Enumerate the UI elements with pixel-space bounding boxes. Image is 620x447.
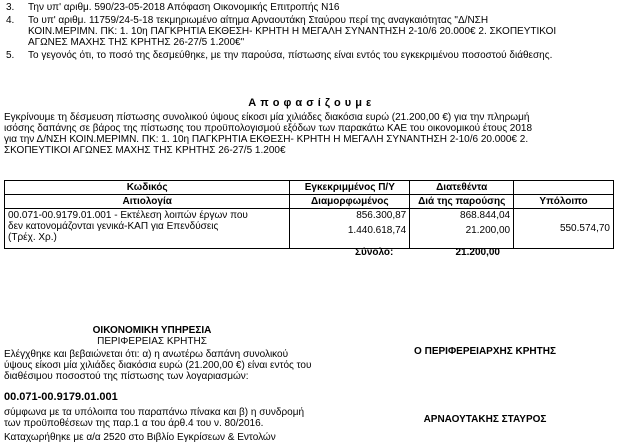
description-line: δεν κατονομάζονται γενικά-ΚΑΠ για Επενδύσεις — [8, 221, 219, 232]
finance-subtitle: ΠΕΡΙΦΕΡΕΙΑΣ ΚΡΗΤΗΣ — [97, 336, 207, 347]
total-value: 21.200,00 — [455, 247, 500, 258]
finance-line: των προϋποθέσεων της παρ.1 α του άρθ.4 του ν. 80/2016. — [4, 418, 264, 429]
row-budget — [290, 209, 410, 249]
list-number: 3. — [6, 2, 15, 13]
finance-title: ΟΙΚΟΝΟΜΙΚΗ ΥΠΗΡΕΣΙΑ — [92, 325, 212, 336]
list-item-3 — [6, 2, 340, 13]
finance-account-code: 00.071-00.9179.01.001 — [4, 391, 118, 403]
signature-role: Ο ΠΕΡΙΦΕΡΕΙΑΡΧΗΣ ΚΡΗΤΗΣ — [414, 346, 556, 357]
header-empty — [514, 181, 614, 195]
header-reason: Αιτιολογία — [5, 195, 290, 209]
remaining-value: 550.574,70 — [559, 223, 610, 234]
header-this-amount: Διά της παρούσης — [410, 195, 514, 209]
decision-heading: Α π ο φ α σ ί ζ ο υ μ ε — [248, 97, 372, 109]
list-number: 5. — [6, 50, 15, 61]
list-number: 4. — [6, 15, 15, 26]
table-header-row — [5, 181, 614, 195]
total-label: Σύνολο: — [355, 247, 394, 258]
header-code: Κωδικός — [5, 181, 290, 195]
finance-line: διαθέσιμου ποσοστού της πίστωσης των λογαριασμών: — [4, 371, 249, 382]
row-allocated — [410, 209, 514, 249]
decision-line: Εγκρίνουμε τη δέσμευση πίστωσης συνολικού ύψους είκοσι μία χιλιάδες διακόσια ευρώ (21.200,00 €) για την πληρωμή — [4, 112, 530, 123]
header-approved: Εγκεκριμμένος Π/Υ — [290, 181, 410, 195]
list-text-line: ΚΟΙΝ.ΜΕΡΙΜΝ. ΠΚ: 1. 10η ΠΑΓΚΡΗΤΙΑ ΕΚΘΕΣΗ- ΚΡΗΤΗ Η ΜΕΓΑΛΗ ΣΥΝΑΝΤΗΣΗ 2-10/6 20.000€ 2. ΣΚΟΠΕΥΤΙΚΟΙ — [28, 26, 557, 37]
approved-value: 856.300,87 — [356, 210, 407, 221]
allocated-value: 868.844,04 — [460, 210, 511, 221]
description-line: (Τρέχ. Χρ.) — [8, 232, 57, 243]
list-text-line: ΑΓΩΝΕΣ ΜΑΧΗΣ ΤΗΣ ΚΡΗΤΗΣ 26-27/5 1.200€" — [28, 37, 245, 48]
row-remaining — [514, 209, 614, 249]
table-header-row — [5, 195, 614, 209]
table-row — [5, 209, 614, 249]
this-amount-value: 21.200,00 — [465, 225, 511, 236]
list-text: Την υπ' αριθμ. 590/23-05-2018 Απόφαση Οικονομικής Επιτροπής Ν16 — [28, 2, 340, 13]
budget-table — [4, 180, 614, 249]
list-text-line: Το υπ' αριθμ. 11759/24-5-18 τεκμηριωμένο αίτημα Αρναουτάκη Σταύρου περί της αναγκαιότητας "Δ/ΝΣΗ — [28, 15, 489, 26]
header-remaining: Υπόλοιπο — [514, 195, 614, 209]
description-line: 00.071-00.9179.01.001 - Εκτέλεση λοιπών έργων που — [8, 210, 248, 221]
decision-line: για την Δ/ΝΣΗ ΚΟΙΝ.ΜΕΡΙΜΝ. ΠΚ: 1. 10η ΠΑΓΚΡΗΤΙΑ ΕΚΘΕΣΗ- ΚΡΗΤΗ Η ΜΕΓΑΛΗ ΣΥΝΑΝΤΗΣΗ 2-10/6 20.000€ 2. — [4, 134, 529, 145]
finance-line: σύμφωνα με τα υπόλοιπα του παραπάνω πίνακα και β) η συνδρομή — [4, 407, 305, 418]
decision-line: ΣΚΟΠΕΥΤΙΚΟΙ ΑΓΩΝΕΣ ΜΑΧΗΣ ΤΗΣ ΚΡΗΤΗΣ 26-27/5 1.200€ — [4, 145, 286, 156]
header-formed: Διαμορφωμένος — [290, 195, 410, 209]
list-text: Το γεγονός ότι, το ποσό της δεσμεύθηκε, με την παρούσα, πίστωσης είναι εντός του εγκεκριμένου ποσοστού διάθεσης. — [28, 50, 553, 61]
finance-line: ύψους είκοσι μία χιλιάδες διακόσια ευρώ (21.200,00 €) είναι εντός του — [4, 360, 312, 371]
decision-line: ισόσης δαπάνης σε βάρος της πίστωσης του προϋπολογισμού εξόδων των παρακάτω ΚΑΕ του οικονομικού έτους 2018 — [4, 123, 533, 134]
header-allocated: Διατεθέντα — [410, 181, 514, 195]
finance-line: Ελέγχθηκε και βεβαιώνεται ότι: α) η ανωτέρω δαπάνη συνολικού — [4, 349, 289, 360]
formed-value: 1.440.618,74 — [347, 225, 407, 236]
finance-line: Καταχωρήθηκε με α/α 2520 στο Βιβλίο Εγκρίσεων & Εντολών — [4, 432, 276, 443]
signature-name: ΑΡΝΑΟΥΤΑΚΗΣ ΣΤΑΥΡΟΣ — [423, 414, 547, 425]
row-description — [5, 209, 290, 249]
